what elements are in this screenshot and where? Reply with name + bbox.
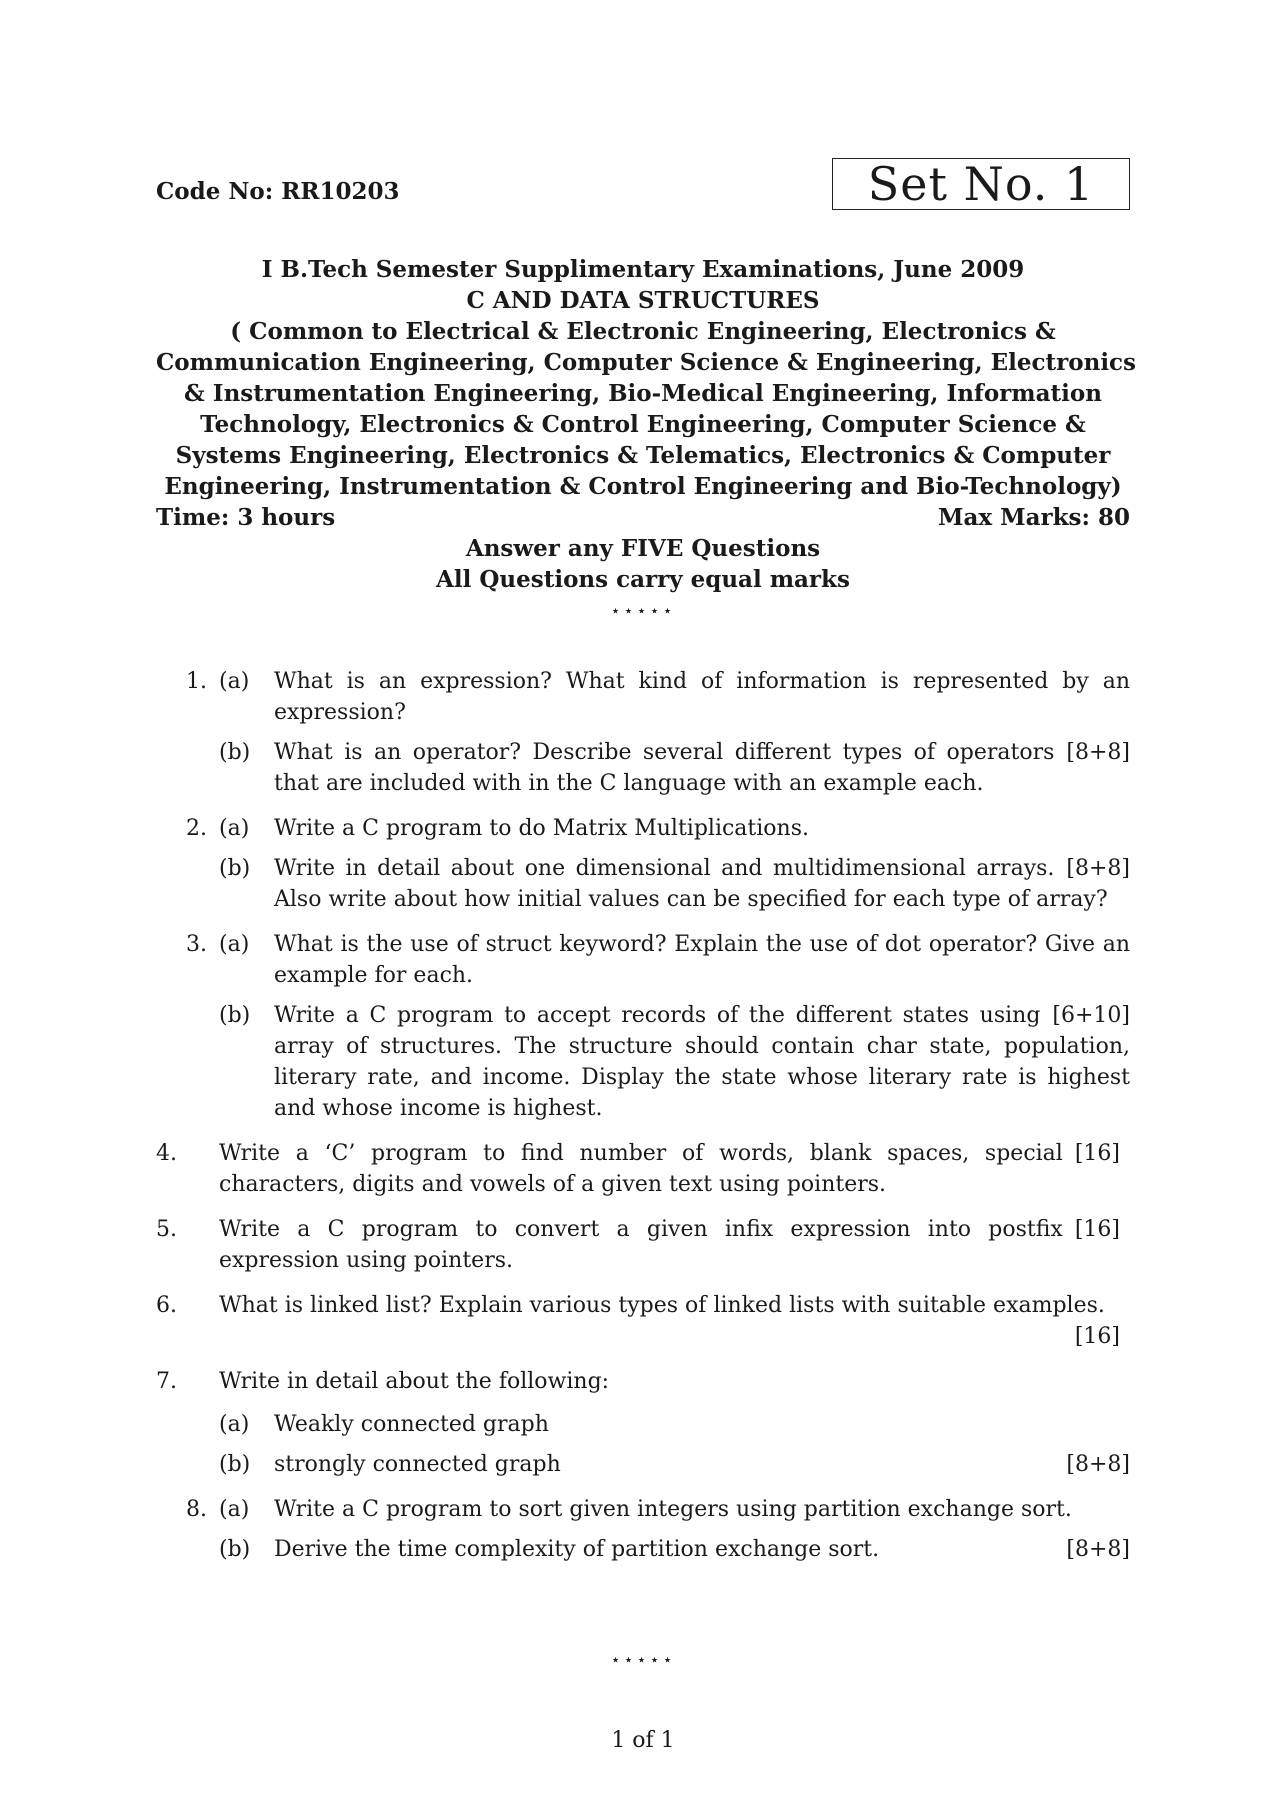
- question-1: [156, 666, 1130, 799]
- question-7: [156, 1366, 1130, 1480]
- exam-header: [156, 254, 1137, 502]
- part-label: (b): [219, 740, 251, 765]
- part-label: (b): [219, 1452, 251, 1477]
- page-number: 1 of 1: [611, 1728, 675, 1753]
- top-row: [156, 158, 1130, 212]
- questions-list: [156, 666, 1130, 1579]
- question-number: 8.: [186, 1497, 207, 1522]
- common-line: Technology, Electronics & Control Engineering, Computer Science &: [200, 411, 1086, 438]
- instructions: [156, 533, 1130, 626]
- question-part: [219, 813, 1130, 844]
- end-stars-divider: ⋆⋆⋆⋆⋆: [610, 1650, 676, 1669]
- part-label: (a): [219, 816, 250, 841]
- question-part: [219, 853, 1130, 915]
- part-text: Write in detail about one dimensional and multidimensional arrays. Also write about how initial values can be specified for each type of array?: [274, 856, 1108, 912]
- part-label: (a): [219, 669, 250, 694]
- time-marks-row: [156, 502, 1130, 533]
- subject-title: C AND DATA STRUCTURES: [466, 287, 820, 314]
- marks-tag: [6+10]: [1052, 1003, 1130, 1028]
- question-part: [219, 1409, 1130, 1440]
- common-line: Engineering, Instrumentation & Control Engineering and Bio-Technology): [164, 473, 1122, 500]
- part-text: strongly connected graph: [274, 1452, 561, 1477]
- marks-tag: [16]: [1074, 1324, 1120, 1349]
- part-text: Write a C program to do Matrix Multiplications.: [274, 816, 809, 841]
- part-text: Weakly connected graph: [274, 1412, 549, 1437]
- marks-tag: [8+8]: [1066, 1452, 1130, 1477]
- question-3: [156, 929, 1130, 1124]
- question-number: 1.: [186, 669, 207, 694]
- instruction-line: All Questions carry equal marks: [436, 566, 850, 593]
- set-number-box: Set No. 1: [832, 158, 1130, 210]
- code-number: Code No: RR10203: [156, 178, 400, 205]
- max-marks: Max Marks: 80: [938, 504, 1130, 531]
- common-line: Systems Engineering, Electronics & Telematics, Electronics & Computer: [175, 442, 1111, 469]
- part-text: Derive the time complexity of partition exchange sort.: [274, 1537, 880, 1562]
- question-part: [219, 1534, 1130, 1565]
- question-number: 3.: [186, 932, 207, 957]
- question-number: 5.: [156, 1217, 177, 1242]
- question-text: What is linked list? Explain various types of linked lists with suitable examples.: [219, 1293, 1105, 1318]
- question-8: [156, 1494, 1130, 1565]
- common-line: & Instrumentation Engineering, Bio-Medical Engineering, Information: [184, 380, 1102, 407]
- marks-tag: [8+8]: [1066, 740, 1130, 765]
- part-text: Write a C program to sort given integers using partition exchange sort.: [274, 1497, 1072, 1522]
- question-number: 6.: [156, 1293, 177, 1318]
- part-label: (b): [219, 1003, 251, 1028]
- part-text: What is the use of struct keyword? Explain the use of dot operator? Give an example for each.: [274, 932, 1130, 988]
- question-part: [219, 1494, 1130, 1525]
- marks-tag: [8+8]: [1066, 856, 1130, 881]
- question-part: [219, 1449, 1130, 1480]
- question-part: [219, 929, 1130, 991]
- marks-tag: [16]: [1074, 1141, 1120, 1166]
- question-text: Write a ‘C’ program to find number of words, blank spaces, special characters, digits and vowels of a given text using pointers.: [219, 1141, 1063, 1197]
- question-6: [156, 1290, 1130, 1352]
- part-text: What is an operator? Describe several different types of operators that are included with in the C language with an example each.: [274, 740, 1055, 796]
- part-text: What is an expression? What kind of information is represented by an expression?: [274, 669, 1130, 725]
- exam-title: I B.Tech Semester Supplimentary Examinations, June 2009: [261, 256, 1025, 283]
- question-part: [219, 1000, 1130, 1124]
- question-number: 2.: [186, 816, 207, 841]
- part-label: (b): [219, 1537, 251, 1562]
- part-label: (b): [219, 856, 251, 881]
- part-text: Write a C program to accept records of the different states using array of structures. The structure should contain char state, population, literary rate, and income. Display the state whose literary rate is highest and whose income is highest.: [274, 1003, 1130, 1121]
- question-part: [219, 737, 1130, 799]
- question-5: [156, 1214, 1130, 1276]
- question-number: 4.: [156, 1141, 177, 1166]
- part-label: (a): [219, 932, 250, 957]
- question-text: Write in detail about the following:: [219, 1369, 610, 1394]
- exam-duration: Time: 3 hours: [156, 504, 336, 531]
- common-line: ( Common to Electrical & Electronic Engineering, Electronics &: [230, 318, 1056, 345]
- instruction-line: Answer any FIVE Questions: [465, 535, 821, 562]
- question-number: 7.: [156, 1369, 177, 1394]
- question-4: [156, 1138, 1130, 1200]
- question-part: [219, 666, 1130, 728]
- stars-divider: ⋆⋆⋆⋆⋆: [610, 601, 676, 620]
- marks-tag: [16]: [1074, 1217, 1120, 1242]
- question-text: Write a C program to convert a given infix expression into postfix expression using pointers.: [219, 1217, 1063, 1273]
- common-line: Communication Engineering, Computer Science & Engineering, Electronics: [156, 349, 1137, 376]
- marks-tag: [8+8]: [1066, 1537, 1130, 1562]
- question-2: [156, 813, 1130, 915]
- part-label: (a): [219, 1412, 250, 1437]
- part-label: (a): [219, 1497, 250, 1522]
